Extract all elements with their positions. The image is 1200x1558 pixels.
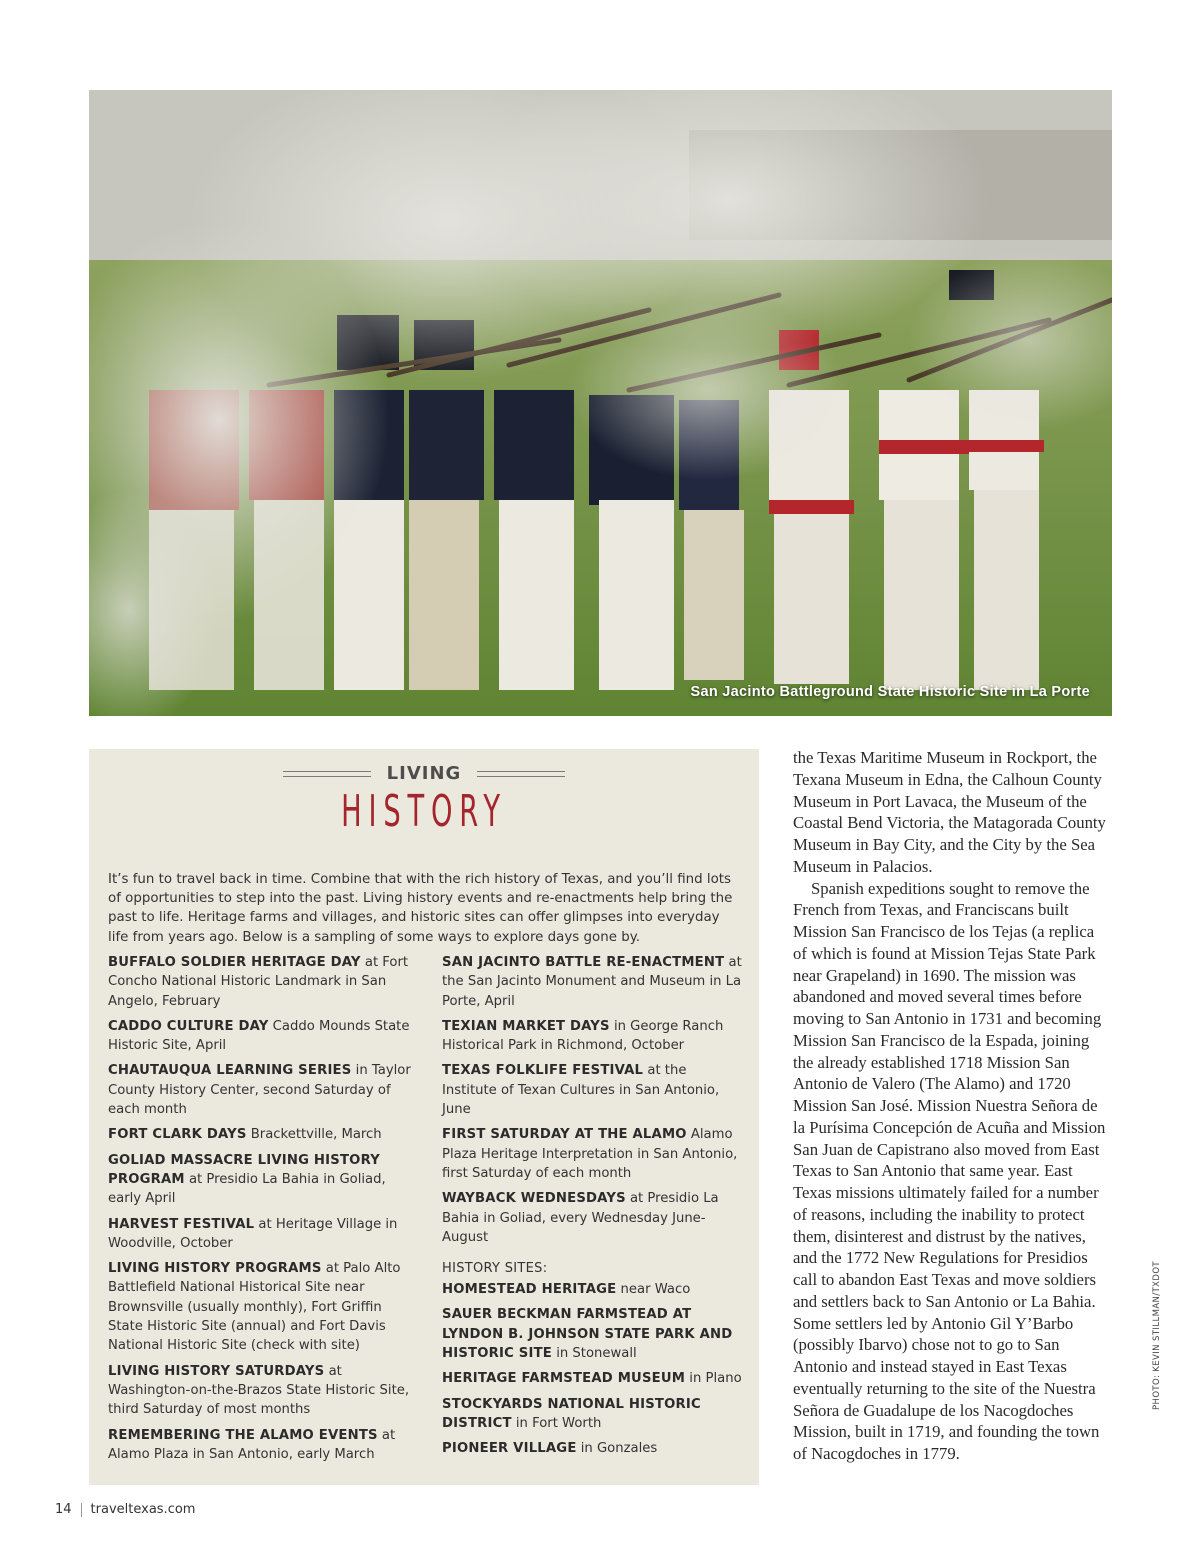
event-entry: CHAUTAUQUA LEARNING SERIES in Taylor County History Center, second Saturday of each month <box>108 1063 411 1118</box>
event-entry: SAN JACINTO BATTLE RE-ENACTMENT at the San Jacinto Monument and Museum in La Porte, April <box>442 955 742 1009</box>
event-entry: FIRST SATURDAY AT THE ALAMO Alamo Plaza Heritage Interpretation in San Antonio, first Saturday of each month <box>442 1127 738 1181</box>
event-entry: WAYBACK WEDNESDAYS at Presidio La Bahia in Goliad, every Wednesday June-August <box>442 1191 719 1245</box>
event-entry: LIVING HISTORY PROGRAMS at Palo Alto Battlefield National Historical Site near Brownsville (usually monthly), Fort Griffin State Historic Site (annual) and Fort Davis National Historic Site (check with site) <box>108 1261 401 1354</box>
sidebar-intro: It’s fun to travel back in time. Combine that with the rich history of Texas, and you’ll find lots of opportunities to step into the past. Living history events and re-enactments help bring the past to life. Heritage farms and villages, and historic sites can offer glimpses into everyday life from years ago. Below is a sampling of some ways to explore days gone by. <box>108 872 733 945</box>
heading-rule-right <box>477 771 565 777</box>
history-sites-label: HISTORY SITES: <box>442 1261 548 1277</box>
site-entry: HERITAGE FARMSTEAD MUSEUM in Plano <box>442 1371 742 1387</box>
event-entry: GOLIAD MASSACRE LIVING HISTORY PROGRAM at Presidio La Bahia in Goliad, early April <box>108 1152 386 1207</box>
reenactment-illustration <box>89 90 1112 716</box>
event-entry: FORT CLARK DAYS Brackettville, March <box>108 1127 382 1143</box>
page-number: 14 <box>55 1502 72 1517</box>
site-entry: PIONEER VILLAGE in Gonzales <box>442 1441 658 1457</box>
hero-photo <box>89 90 1112 716</box>
photo-caption: San Jacinto Battleground State Historic Site in La Porte <box>690 684 1090 700</box>
event-entry: BUFFALO SOLDIER HERITAGE DAY at Fort Concho National Historic Landmark in San Angelo, February <box>108 955 409 1009</box>
article-body <box>793 747 1111 1465</box>
living-history-sidebar <box>89 749 759 1485</box>
event-entry: REMEMBERING THE ALAMO EVENTS at Alamo Plaza in San Antonio, early March <box>108 1427 396 1462</box>
site-entry: SAUER BECKMAN FARMSTEAD AT LYNDON B. JOHNSON STATE PARK AND HISTORIC SITE in Stonewall <box>442 1307 733 1362</box>
event-entry: TEXAS FOLKLIFE FESTIVAL at the Institute of Texan Cultures in San Antonio, June <box>442 1063 720 1118</box>
event-entry: TEXIAN MARKET DAYS in George Ranch Historical Park in Richmond, October <box>442 1018 724 1054</box>
site-entry: STOCKYARDS NATIONAL HISTORIC DISTRICT in Fort Worth <box>442 1396 701 1431</box>
photo-credit: PHOTO: KEVIN STILLMAN/TXDOT <box>1152 1260 1162 1410</box>
body-paragraph: the Texas Maritime Museum in Rockport, the Texana Museum in Edna, the Calhoun County Museum in Port Lavaca, the Museum of the Coastal Bend Victoria, the Matagorada County Museum in Bay City, and the City by the Sea Museum in Palacios. <box>793 748 1106 876</box>
event-entry: HARVEST FESTIVAL at Heritage Village in Woodville, October <box>108 1216 398 1251</box>
heading-living: LIVING <box>386 763 462 784</box>
event-entry: CADDO CULTURE DAY Caddo Mounds State Historic Site, April <box>108 1018 410 1054</box>
footer-site: traveltexas.com <box>90 1502 196 1517</box>
site-entry: HOMESTEAD HERITAGE near Waco <box>442 1282 691 1298</box>
event-entry: LIVING HISTORY SATURDAYS at Washington-on-the-Brazos State Historic Site, third Saturday of most months <box>108 1363 410 1418</box>
heading-rule-left <box>283 771 371 777</box>
sidebar-heading <box>89 763 759 838</box>
page-footer <box>55 1502 195 1517</box>
events-column-right <box>442 953 742 1465</box>
footer-divider <box>81 1503 82 1517</box>
heading-history: HISTORY <box>341 786 507 837</box>
body-paragraph: Spanish expeditions sought to remove the French from Texas, and Franciscans built Mission San Francisco de los Tejas (a replica of which is found at Mission Tejas State Park near Grapeland) in 1690. The mission was abandoned and moved several times before moving to San Antonio in 1731 and becoming Mission San Francisco de la Espada, joining the already established 1718 Mission San Antonio de Valero (The Alamo) and 1720 Mission San José. Mission Nuestra Señora de la Purísima Concepción de Acuña and Mission San Juan de Capistrano also moved from East Texas to San Antonio that same year. East Texas missions ultimately failed for a number of reasons, including the inability to protect them, disinterest and distrust by the natives, and the 1772 New Regulations for Presidios call to abandon East Texas and move soldiers and settlers back to San Antonio or La Bahia. Some settlers led by Antonio Gil Y’Barbo (possibly Ibarvo) chose not to go to San Antonio and instead stayed in East Texas eventually returning to the site of the Nuestra Señora de Guadalupe de los Nacogdoches Mission, built in 1719, and founding the town of Nacogdoches in 1779. <box>793 878 1106 1463</box>
events-column-left <box>108 953 418 1470</box>
